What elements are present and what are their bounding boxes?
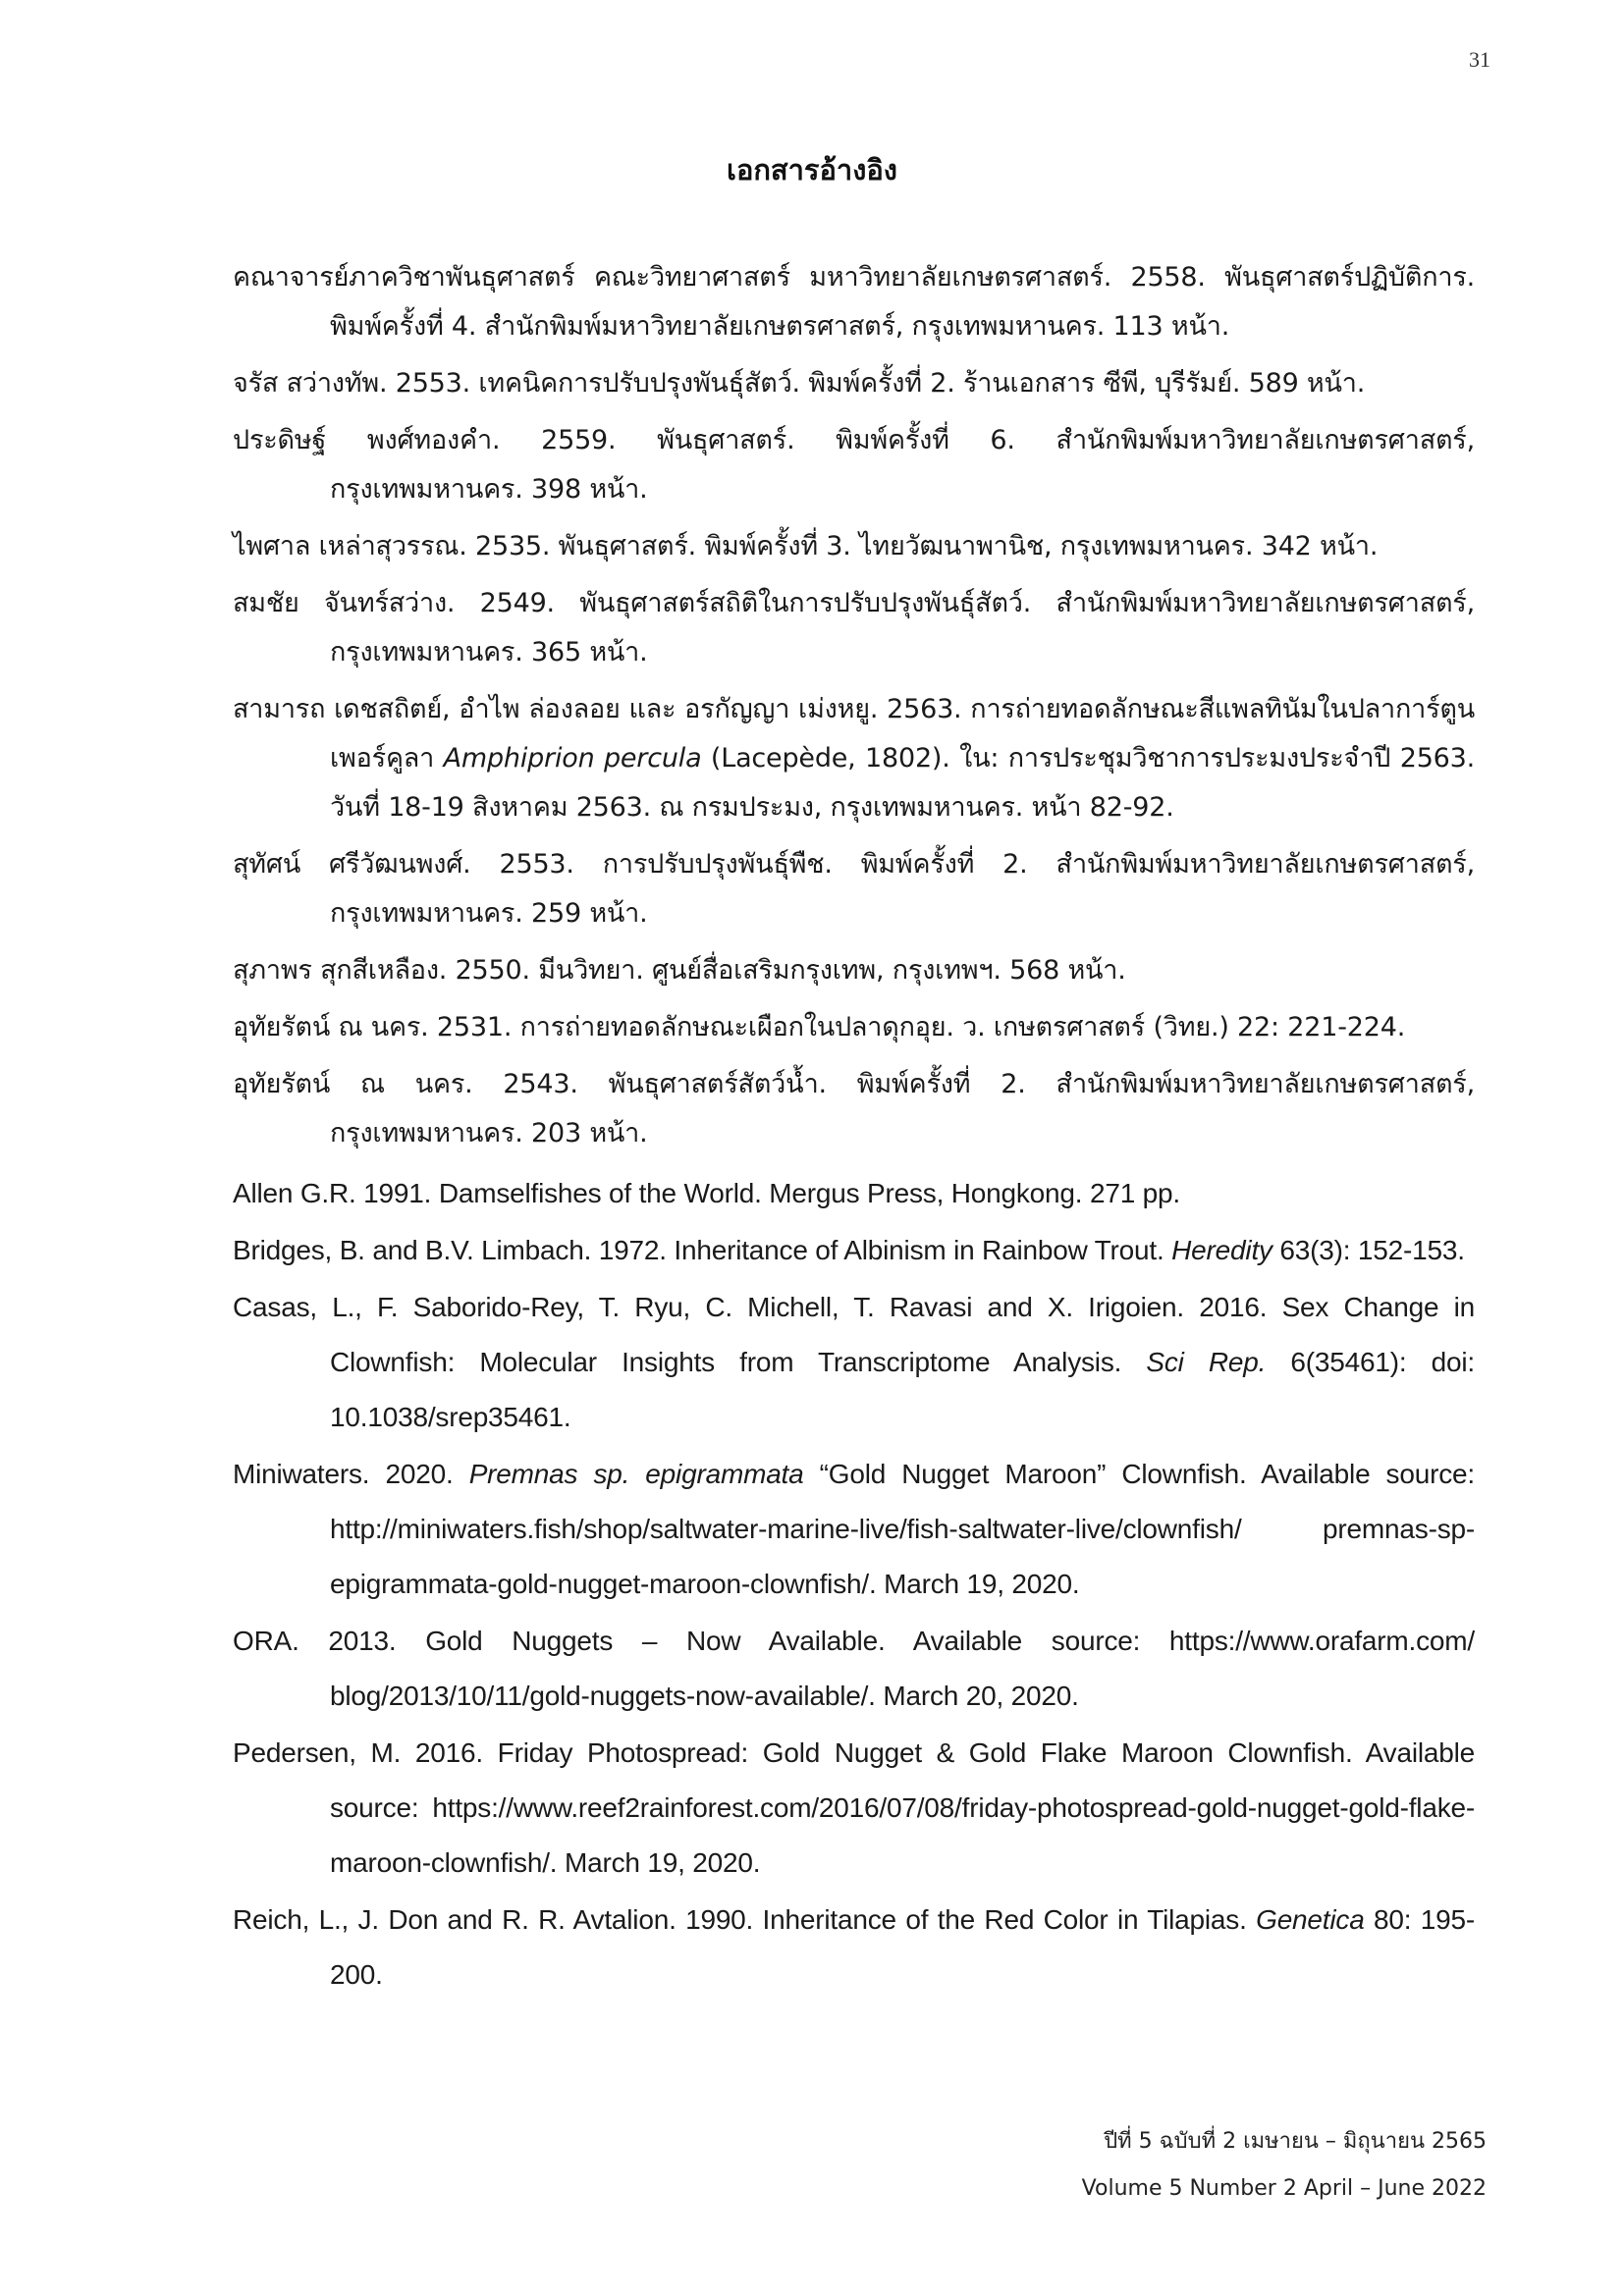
reference-text: Reich, L., J. Don and R. R. Avtalion. 1990. Inheritance of the Red Color in Tilapias. (233, 1904, 1257, 1935)
reference-text: สามารถ เดชสถิตย์, อำไพ ล่องลอย และ อรกัญญา เม่งหยู. 2563. การถ่ายทอดลักษณะสีแพลทินัมในปลาการ์ตูนเพอร์คูลา (233, 694, 1475, 774)
reference-entry (233, 685, 1475, 832)
page-title: เอกสารอ้างอิง (727, 153, 897, 187)
reference-entry (233, 1726, 1475, 1891)
reference-list (233, 253, 1475, 2004)
reference-entry (233, 416, 1475, 514)
reference-italic-text: Genetica (1256, 1904, 1365, 1935)
reference-entry (233, 1003, 1475, 1052)
page-number: 31 (1469, 47, 1490, 72)
reference-entry (233, 840, 1475, 938)
reference-entry (233, 1893, 1475, 2002)
reference-text: Bridges, B. and B.V. Limbach. 1972. Inheritance of Albinism in Rainbow Trout. (233, 1235, 1172, 1265)
reference-entry (233, 1060, 1475, 1158)
footer-thai-issue: ปีที่ 5 ฉบับที่ 2 เมษายน – มิถุนายน 2565 (1104, 2129, 1487, 2154)
reference-italic-text: Heredity (1171, 1235, 1272, 1265)
reference-italic-text: Amphiprion percula (443, 743, 702, 774)
reference-entry (233, 1280, 1475, 1445)
reference-text: สมชัย จันทร์สว่าง. 2549. พันธุศาสตร์สถิติในการปรับปรุงพันธุ์สัตว์. สำนักพิมพ์มหาวิทยาลัยเกษตรศาสตร์, กรุงเทพมหานคร. 365 หน้า. (233, 588, 1475, 667)
reference-text: (Lacepède, 1802). ใน: การประชุมวิชาการประมงประจำปี 2563. วันที่ 18-19 สิงหาคม 2563. ณ กรมประมง, กรุงเทพมหานคร. หน้า 82-92. (330, 743, 1476, 823)
reference-text: ไพศาล เหล่าสุวรรณ. 2535. พันธุศาสตร์. พิมพ์ครั้งที่ 3. ไทยวัฒนาพานิช, กรุงเทพมหานคร. 342 หน้า. (233, 531, 1379, 561)
reference-text: Pedersen, M. 2016. Friday Photospread: Gold Nugget & Gold Flake Maroon Clownfish. Available source: https://www.reef2rainforest.com/2016/07/08/friday-photospread-gold-nugget-gold-flake-maroon-clownfish/. March 19, 2020. (233, 1737, 1475, 1878)
reference-text: จรัส สว่างทัพ. 2553. เทคนิคการปรับปรุงพันธุ์สัตว์. พิมพ์ครั้งที่ 2. ร้านเอกสาร ซีพี, บุรีรัมย์. 589 หน้า. (233, 368, 1366, 399)
reference-text: ORA. 2013. Gold Nuggets – Now Available. Available source: https://www.orafarm.com/ blog/2013/10/11/gold-nuggets-now-available/. March 20, 2020. (233, 1626, 1475, 1711)
reference-italic-text: Premnas sp. epigrammata (468, 1459, 804, 1489)
footer-english-issue: Volume 5 Number 2 April – June 2022 (1081, 2176, 1487, 2201)
page-footer (1082, 2118, 1487, 2213)
reference-text: อุทัยรัตน์ ณ นคร. 2531. การถ่ายทอดลักษณะเผือกในปลาดุกอุย. ว. เกษตรศาสตร์ (วิทย.) 22: 221-224. (233, 1012, 1406, 1042)
reference-text: Allen G.R. 1991. Damselfishes of the World. Mergus Press, Hongkong. 271 pp. (233, 1178, 1180, 1208)
reference-italic-text: Sci Rep. (1146, 1347, 1267, 1377)
reference-entry (233, 1166, 1475, 1221)
reference-text: 63(3): 152-153. (1272, 1235, 1465, 1265)
reference-entry (233, 522, 1475, 571)
reference-text: สุทัศน์ ศรีวัฒนพงศ์. 2553. การปรับปรุงพันธุ์พืช. พิมพ์ครั้งที่ 2. สำนักพิมพ์มหาวิทยาลัยเกษตรศาสตร์, กรุงเทพมหานคร. 259 หน้า. (233, 849, 1475, 929)
reference-text: Miniwaters. 2020. (233, 1459, 469, 1489)
reference-text: 80: 195-200. (330, 1904, 1475, 1990)
reference-entry (233, 946, 1475, 995)
reference-text: Casas, L., F. Saborido-Rey, T. Ryu, C. Michell, T. Ravasi and X. Irigoien. 2016. Sex Change in Clownfish: Molecular Insights from Transcriptome Analysis. (233, 1292, 1475, 1377)
reference-text: 6(35461): doi: 10.1038/srep35461. (330, 1347, 1475, 1432)
reference-text: คณาจารย์ภาควิชาพันธุศาสตร์ คณะวิทยาศาสตร์ มหาวิทยาลัยเกษตรศาสตร์. 2558. พันธุศาสตร์ปฏิบัติการ. พิมพ์ครั้งที่ 4. สำนักพิมพ์มหาวิทยาลัยเกษตรศาสตร์, กรุงเทพมหานคร. 113 หน้า. (233, 262, 1475, 342)
reference-entry (233, 1447, 1475, 1612)
reference-entry (233, 253, 1475, 351)
reference-entry (233, 1223, 1475, 1278)
reference-text: สุภาพร สุกสีเหลือง. 2550. มีนวิทยา. ศูนย์สื่อเสริมกรุงเทพ, กรุงเทพฯ. 568 หน้า. (233, 955, 1126, 986)
reference-entry (233, 579, 1475, 677)
reference-text: อุทัยรัตน์ ณ นคร. 2543. พันธุศาสตร์สัตว์น้ำ. พิมพ์ครั้งที่ 2. สำนักพิมพ์มหาวิทยาลัยเกษตรศาสตร์, กรุงเทพมหานคร. 203 หน้า. (233, 1069, 1475, 1148)
reference-text: ประดิษฐ์ พงศ์ทองคำ. 2559. พันธุศาสตร์. พิมพ์ครั้งที่ 6. สำนักพิมพ์มหาวิทยาลัยเกษตรศาสตร์, กรุงเทพมหานคร. 398 หน้า. (233, 425, 1475, 505)
reference-text: “Gold Nugget Maroon” Clownfish. Available source: http://miniwaters.fish/shop/saltwater-marine-live/fish-saltwater-live/clownfish/ premnas-sp-epigrammata-gold-nugget-maroon-clownfish/. March 19, 2020. (330, 1459, 1475, 1599)
reference-entry (233, 1614, 1475, 1724)
reference-entry (233, 359, 1475, 408)
